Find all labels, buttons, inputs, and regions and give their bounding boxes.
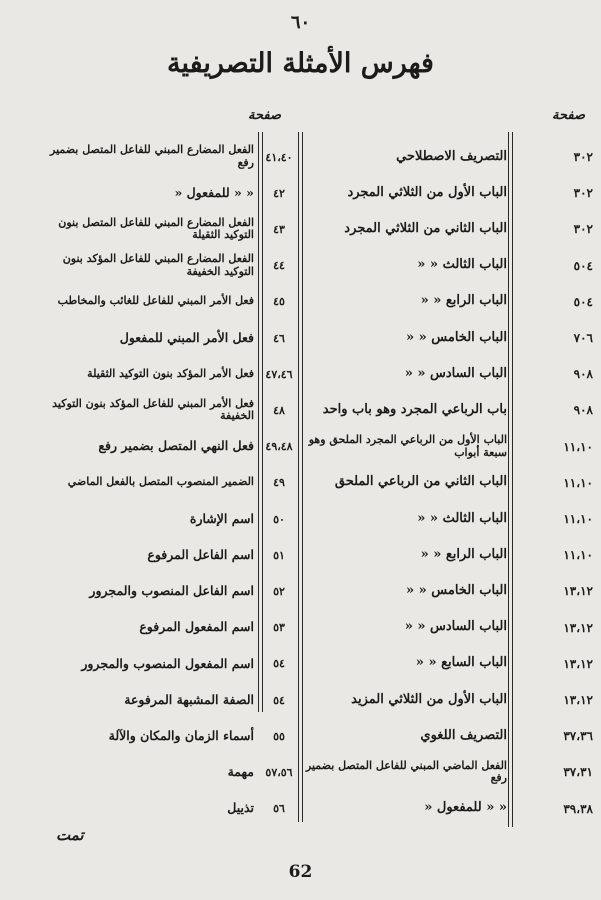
right-row-text: الباب الثالث « « [417,510,507,526]
right-row-text: الباب الثالث « « [417,257,507,273]
right-row-text: الباب السادس « « [404,365,507,381]
left-row-text: اسم الفاعل المنصوب والمجرور [89,583,254,599]
left-row-text: الفعل المضارع المبني للفاعل المتصل بنون التوكيد الثقيلة [58,215,254,242]
left-row-page: ٤٩،٤٨ [265,440,293,454]
left-row-text: فعل الأمر المبني للفاعل المؤكد بنون التوكيد الخفيفة [52,396,254,423]
left-row-page: ٤٤ [273,259,285,273]
right-row-text: الباب السابع « « [415,655,507,671]
right-row-page: ١١،١٠ [563,475,593,490]
left-row-text: الضمير المنصوب المتصل بالفعل الماضي [67,475,254,489]
left-row-page: ٤٩ [273,476,285,490]
right-row-text: الباب الرابع « « [420,546,507,562]
right-row-page: ١١،١٠ [563,439,593,454]
left-row-text: اسم الإشارة [189,510,254,526]
page-number-top: ٦٠ [290,12,311,33]
right-row-page: ١٣،١٢ [563,693,593,707]
right-row-text: « « للمفعول « [424,800,507,816]
left-row-text: تذييل [227,800,254,816]
left-row-text: فعل الأمر المؤكد بنون التوكيد الثقيلة [87,366,254,380]
right-row-page: ١٣،١٢ [563,620,593,635]
right-row-text: الباب الأول من الثلاثي المزيد [351,691,507,707]
right-row-page: ٣٩،٣٨ [563,801,593,816]
left-row-page: ٥٣ [273,621,285,635]
left-row-page: ٤٥ [273,295,285,309]
right-row-text: الباب الثاني من الرباعي الملحق [334,474,507,490]
right-row-page: ٣٧،٣١ [563,765,593,780]
left-row-text: اسم الفاعل المرفوع [147,547,254,562]
page-number-bottom: 62 [288,862,313,882]
left-row-page: ٥١ [273,548,285,562]
left-row-text: فعل الأمر المبني للمفعول [119,329,254,345]
left-row-page: ٥٤ [273,693,285,707]
left-row-text: اسم المفعول المنصوب والمجرور [81,655,254,671]
right-row-page: ١٣،١٢ [563,584,593,599]
right-row-page: ٥٠٤ [573,294,593,309]
right-row-text: التصريف اللغوي [420,727,507,743]
left-row-text: أسماء الزمان والمكان والآلة [108,728,254,743]
left-row-text: مهمة [227,764,254,780]
right-row-page: ٣٠٢ [573,222,593,237]
left-row-page: ٤٦ [273,331,285,345]
right-row-text: الباب الخامس « « [406,582,507,598]
left-row-page: ٥٦ [273,802,285,816]
left-row-text: الفعل المضارع المبني للفاعل المتصل بضمير رفع [50,143,254,169]
right-row-text: الباب الرابع « « [420,293,507,309]
right-row-text: التصريف الاصطلاحي [396,148,507,164]
right-row-page: ٣٠٢ [573,150,593,164]
left-row-text: فعل الأمر المبني للفاعل للغائب والمخاطب [57,294,254,308]
page-title: فهرس الأمثلة التصريفية [167,48,434,79]
left-row-page: ٥٢ [273,584,285,598]
right-row-text: الباب السادس « « [404,619,507,635]
right-row-page: ٩٠٨ [573,403,593,418]
closing-signature: تمت [56,826,84,844]
right-row-page: ١١،١٠ [563,512,593,526]
right-row-page: ٣٧،٣٦ [563,729,593,744]
left-row-text: اسم المفعول المرفوع [139,619,254,635]
right-row-text: الباب الخامس « « [406,329,507,345]
right-row-page: ١٣،١٢ [563,656,593,671]
left-row-page: ٥٤ [273,657,285,671]
left-row-page: ٥٠ [273,512,285,526]
right-row-text: باب الرباعي المجرد وهو باب واحد [322,401,507,417]
left-row-page: ٤١،٤٠ [265,150,293,164]
middle-page-header: صفحة [248,108,281,123]
left-row-text: فعل النهي المتصل بضمير رفع [98,438,254,454]
right-row-page: ٩٠٨ [573,367,593,382]
right-page-header: صفحة [552,108,585,123]
right-row-text: الباب الأول من الرباعي المجرد الملحق وهو سبعة أبواب [308,432,507,459]
right-row-text: الباب الثاني من الثلاثي المجرد [344,220,507,236]
right-row-text: الباب الأول من الثلاثي المجرد [347,184,507,200]
left-row-page: ٤٧،٤٦ [265,367,293,381]
right-row-page: ٣٠٢ [573,186,593,201]
right-row-page: ١١،١٠ [563,548,593,563]
left-row-text: « « للمفعول « [174,185,254,200]
left-row-text: الصفة المشبهة المرفوعة [124,691,254,707]
left-row-page: ٤٣ [273,222,285,236]
left-row-page: ٥٧،٥٦ [265,765,293,779]
right-row-page: ٧٠٦ [573,331,593,345]
right-row-page: ٥٠٤ [573,258,593,273]
left-row-page: ٥٥ [273,729,285,743]
left-row-text: الفعل المضارع المبني للفاعل المؤكد بنون التوكيد الخفيفة [62,251,254,278]
left-row-page: ٤٨ [273,403,285,417]
right-row-text: الفعل الماضي المبني للفاعل المتصل بضمير رفع [305,758,507,785]
left-row-page: ٤٢ [273,186,285,200]
